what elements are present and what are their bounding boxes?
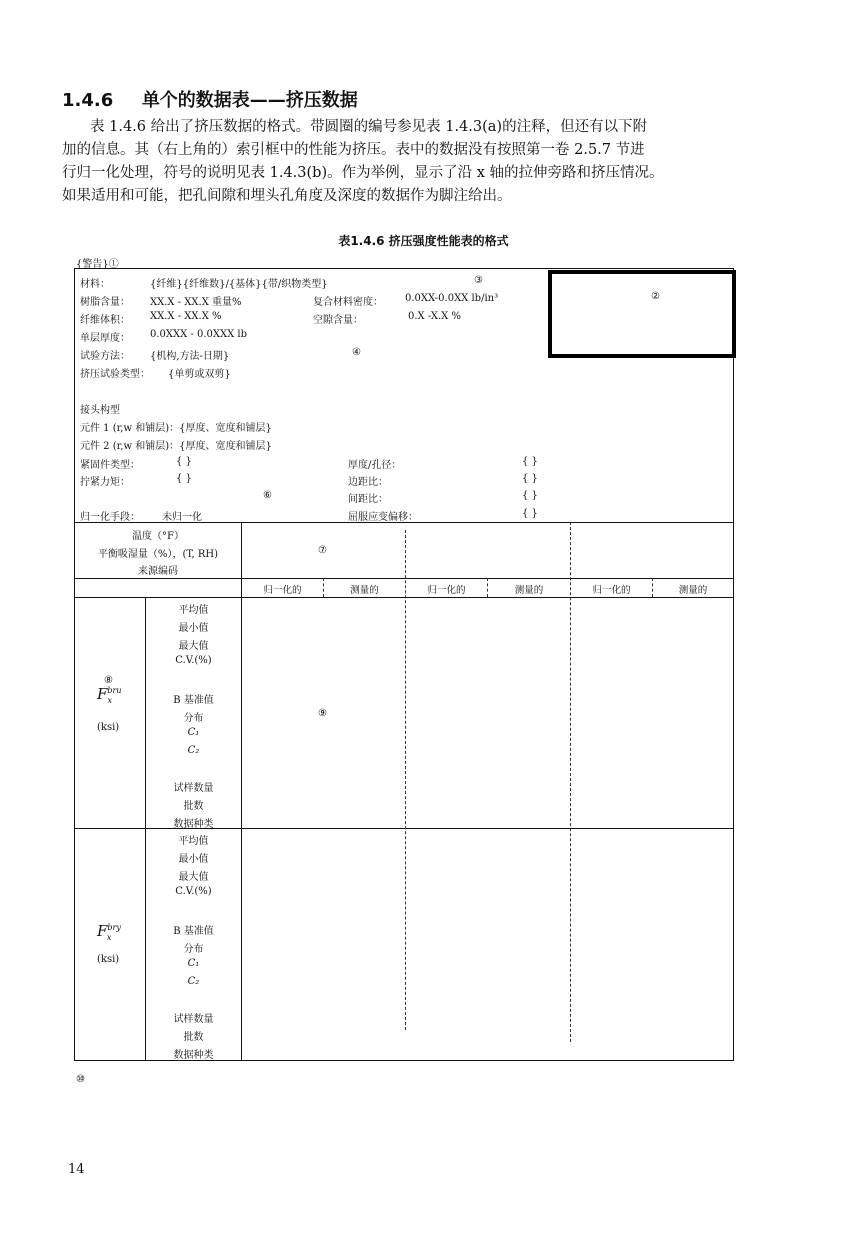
row-label-cv: C.V.(%) <box>175 886 212 897</box>
col-separator-dashed <box>570 522 571 1042</box>
source-code-label: 来源编码 <box>138 566 178 577</box>
temperature-label: 温度（°F） <box>132 531 184 542</box>
edge-distance-value: { } <box>522 473 538 484</box>
thickness-diameter-value: { } <box>522 456 538 467</box>
torque-value: { } <box>176 473 192 484</box>
resin-content-label: 树脂含量： <box>80 297 130 308</box>
col-header-normalized: 归一化的 <box>592 585 631 596</box>
row-label-c2: C₂ <box>187 745 200 756</box>
table-border-right <box>733 268 734 1061</box>
row-label-c1: C₁ <box>187 727 200 738</box>
col-header-normalized: 归一化的 <box>263 585 302 596</box>
page-number: 14 <box>68 1162 85 1177</box>
row-label-mean: 平均值 <box>178 605 209 616</box>
row-label-b-basis: B 基准值 <box>173 695 214 706</box>
marker-4: ④ <box>352 347 361 358</box>
marker-3: ③ <box>474 275 483 286</box>
property-1-letter: F <box>97 685 108 703</box>
col-header-normalized: 归一化的 <box>427 585 466 596</box>
col-header-measured: 测量的 <box>514 585 544 596</box>
warning-label: {警告}① <box>76 259 119 270</box>
ply-thickness-value: 0.0XXX - 0.0XXX lb <box>150 329 248 340</box>
marker-9: ⑨ <box>318 708 327 719</box>
property-1-symbol <box>97 685 122 705</box>
normalization-label: 归一化手段： <box>80 512 140 523</box>
yield-offset-value: { } <box>522 508 538 519</box>
property-2-unit: (ksi) <box>97 954 120 965</box>
marker-7: ⑦ <box>318 545 327 556</box>
section-title: 单个的数据表——挤压数据 <box>141 90 358 111</box>
row-separator <box>74 597 734 598</box>
row-separator <box>74 578 734 579</box>
composite-density-label: 复合材料密度： <box>313 297 383 308</box>
row-label-b-basis: B 基准值 <box>173 926 214 937</box>
row-label-batches: 批数 <box>183 1032 204 1043</box>
row-label-specimens: 试样数量 <box>173 783 214 794</box>
composite-density-value: 0.0XX-0.0XX lb/in³ <box>405 293 499 304</box>
col-separator-dashed <box>405 530 406 1030</box>
bearing-test-type-value: {单剪或双剪} <box>168 369 231 380</box>
paragraph-line: 如果适用和可能，把孔间隙和埋头孔角度及深度的数据作为脚注给出。 <box>62 188 512 204</box>
row-label-distribution: 分布 <box>183 713 204 724</box>
col-header-measured: 测量的 <box>350 585 379 596</box>
paragraph-line: 加的信息。其（右上角的）索引框中的性能为挤压。表中的数据没有按照第一卷 2.5.7 节进 <box>62 142 645 158</box>
row-label-max: 最大值 <box>178 872 209 883</box>
element-1-line: 元件 1 (r,w 和铺层)：{厚度、宽度和铺层} <box>80 423 272 434</box>
void-content-label: 空隙含量： <box>313 315 363 326</box>
property-2-letter: F <box>97 922 108 940</box>
yield-offset-label: 屈服应变偏移： <box>348 512 418 523</box>
resin-content-value: XX.X - XX.X 重量% <box>150 297 242 308</box>
element-2-line: 元件 2 (r,w 和铺层)：{厚度、宽度和铺层} <box>80 441 272 452</box>
row-label-max: 最大值 <box>178 641 209 652</box>
property-2-subscript: x <box>106 933 112 942</box>
material-label: 材料： <box>80 279 110 290</box>
thickness-diameter-label: 厚度/孔径： <box>348 460 402 471</box>
spacing-ratio-value: { } <box>522 490 538 501</box>
property-1-unit: (ksi) <box>97 722 120 733</box>
row-label-min: 最小值 <box>178 623 209 634</box>
test-method-value: {机构,方法-日期} <box>150 351 230 362</box>
normalization-value: 未归一化 <box>162 512 202 523</box>
property-2-symbol <box>97 922 121 942</box>
col-header-measured: 测量的 <box>678 585 708 596</box>
row-label-c1: C₁ <box>187 958 200 969</box>
joint-configuration-label: 接头构型 <box>80 405 120 416</box>
test-method-label: 试验方法： <box>80 351 130 362</box>
row-label-mean: 平均值 <box>178 836 209 847</box>
table-border-top <box>74 268 734 269</box>
fiber-volume-label: 纤维体积： <box>80 315 130 326</box>
paragraph-line: 行归一化处理，符号的说明见表 1.4.3(b)。作为举例，显示了沿 x 轴的拉伸旁路和挤压情况。 <box>62 165 664 181</box>
marker-8: ⑧ <box>104 675 113 686</box>
row-label-data-class: 数据种类 <box>173 1050 214 1061</box>
spacing-ratio-label: 间距比： <box>348 494 388 505</box>
marker-6: ⑥ <box>263 490 272 501</box>
bearing-test-type-label: 挤压试验类型： <box>80 369 150 380</box>
row-label-c2: C₂ <box>187 976 200 987</box>
void-content-value: 0.X -X.X % <box>408 311 461 322</box>
paragraph-line: 表 1.4.6 给出了挤压数据的格式。带圆圈的编号参见表 1.4.3(a)的注释，但还有以下附 <box>90 119 648 135</box>
section-number: 1.4.6 <box>62 90 114 111</box>
row-label-cv: C.V.(%) <box>175 655 212 666</box>
fiber-volume-value: XX.X - XX.X % <box>150 311 222 322</box>
section-heading <box>62 86 358 112</box>
fastener-type-label: 紧固件类型： <box>80 460 140 471</box>
row-label-data-class: 数据种类 <box>173 819 214 830</box>
property-1-subscript: x <box>107 696 113 705</box>
row-label-distribution: 分布 <box>183 944 204 955</box>
col-separator <box>241 522 242 1061</box>
torque-label: 拧紧力矩： <box>80 477 130 488</box>
fastener-type-value: { } <box>176 456 192 467</box>
marker-10: ⑩ <box>76 1074 85 1085</box>
marker-2: ② <box>651 291 660 302</box>
intro-paragraph <box>62 116 752 208</box>
row-label-batches: 批数 <box>183 801 204 812</box>
table-caption: 表1.4.6 挤压强度性能表的格式 <box>338 234 509 248</box>
edge-distance-label: 边距比： <box>348 477 388 488</box>
property-2-superscript: bry <box>107 923 121 932</box>
ply-thickness-label: 单层厚度： <box>80 333 130 344</box>
index-box <box>548 270 736 358</box>
material-value: {纤维}{纤维数}/{基体}{带/织物类型} <box>150 279 328 290</box>
table-border-left <box>74 268 75 1061</box>
row-label-min: 最小值 <box>178 854 209 865</box>
property-1-superscript: bru <box>107 686 122 695</box>
moisture-label: 平衡吸湿量（%），(T, RH) <box>97 549 219 560</box>
row-label-specimens: 试样数量 <box>173 1014 214 1025</box>
